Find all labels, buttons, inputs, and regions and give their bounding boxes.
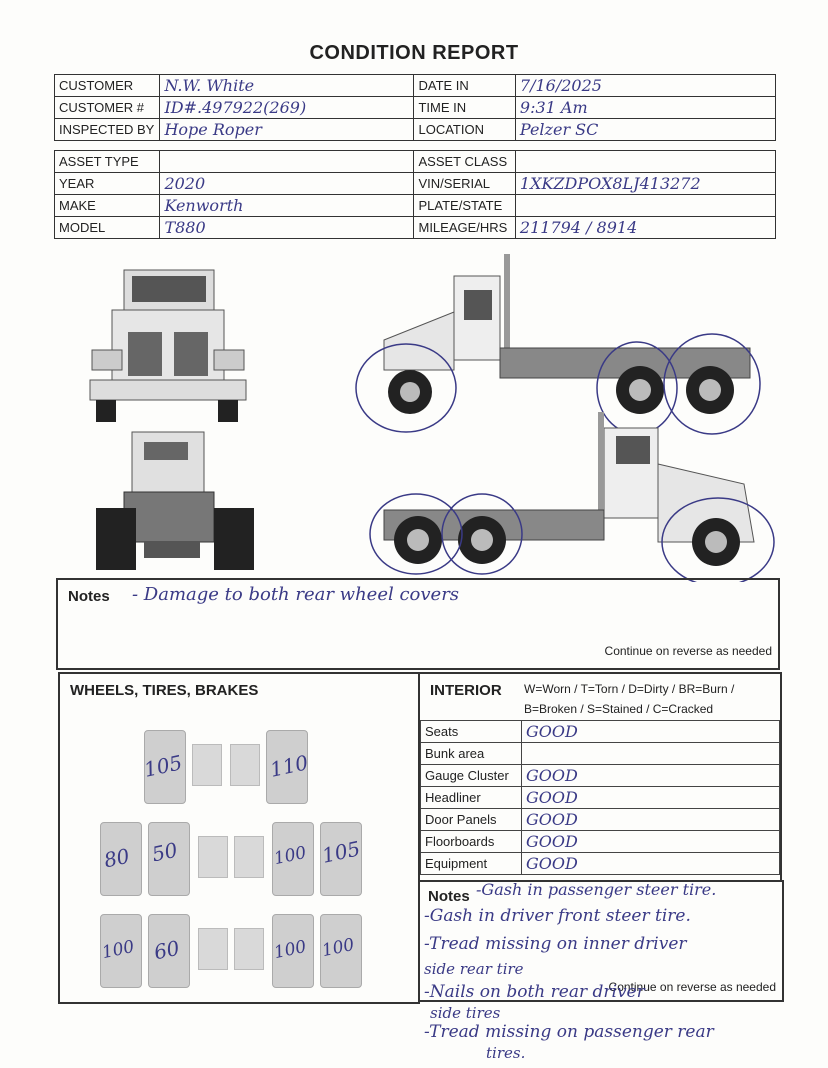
reading-steer-right: 110: [267, 750, 311, 782]
interior-notes-continue: Continue on reverse as needed: [608, 980, 776, 994]
truck-diagrams: [84, 252, 784, 582]
asset-type-label: ASSET TYPE: [55, 151, 160, 173]
gauge-cluster-label: Gauge Cluster: [421, 765, 522, 787]
location-label: LOCATION: [414, 119, 515, 141]
interior-legend-2: B=Broken / S=Stained / C=Cracked: [524, 702, 714, 716]
notes-box: [56, 578, 780, 670]
customer-value[interactable]: N.W. White: [160, 75, 414, 97]
interior-note-line-6[interactable]: side tires: [430, 1004, 501, 1022]
door-panels-label: Door Panels: [421, 809, 522, 831]
seats-value[interactable]: GOOD: [522, 721, 780, 743]
equipment-value[interactable]: GOOD: [522, 853, 780, 875]
truck-front-view: [90, 270, 246, 422]
header-table: [54, 74, 776, 141]
mileage-value[interactable]: 211794 / 8914: [515, 217, 775, 239]
truck-side-view-top: [356, 254, 760, 434]
reading-drive1-outer-left: 80: [101, 843, 132, 873]
headliner-label: Headliner: [421, 787, 522, 809]
hub-drive1-left: [198, 836, 228, 878]
interior-table: [420, 720, 780, 875]
interior-note-line-8[interactable]: tires.: [486, 1044, 526, 1062]
reading-drive1-inner-right: 100: [272, 842, 309, 870]
wheels-box: [58, 672, 420, 1004]
notes-label: Notes: [68, 588, 110, 605]
interior-note-line-4[interactable]: side rear tire: [424, 960, 524, 978]
asset-table: [54, 150, 776, 239]
interior-legend-1: W=Worn / T=Torn / D=Dirty / BR=Burn /: [524, 682, 735, 696]
wheels-heading: WHEELS, TIRES, BRAKES: [70, 682, 259, 699]
hub-steer-left: [192, 744, 222, 786]
plate-state-value[interactable]: [515, 195, 775, 217]
interior-heading: INTERIOR: [430, 682, 502, 699]
headliner-value[interactable]: GOOD: [522, 787, 780, 809]
seats-label: Seats: [421, 721, 522, 743]
make-value[interactable]: Kenworth: [160, 195, 414, 217]
interior-note-line-7[interactable]: -Tread missing on passenger rear: [424, 1022, 714, 1042]
truck-rear-view: [96, 432, 254, 570]
time-in-value[interactable]: 9:31 Am: [515, 97, 775, 119]
reading-drive2-inner-right: 100: [272, 936, 309, 964]
reading-drive1-inner-left: 50: [149, 837, 180, 867]
interior-notes-label: Notes: [428, 888, 470, 905]
bunk-area-value[interactable]: [522, 743, 780, 765]
date-in-value[interactable]: 7/16/2025: [515, 75, 775, 97]
bunk-area-label: Bunk area: [421, 743, 522, 765]
make-label: MAKE: [55, 195, 160, 217]
interior-note-line-5[interactable]: -Nails on both rear driver: [424, 982, 645, 1002]
reading-drive2-inner-left: 60: [151, 935, 182, 965]
customer-label: CUSTOMER: [55, 75, 160, 97]
inspected-by-value[interactable]: Hope Roper: [160, 119, 414, 141]
reading-steer-left: 105: [141, 750, 185, 782]
inspected-by-label: INSPECTED BY: [55, 119, 160, 141]
notes-text[interactable]: - Damage to both rear wheel covers: [132, 584, 460, 605]
vin-value[interactable]: 1XKZDPOX8LJ413272: [515, 173, 775, 195]
asset-class-label: ASSET CLASS: [414, 151, 515, 173]
reading-drive1-outer-right: 105: [319, 836, 363, 868]
hub-drive2-left: [198, 928, 228, 970]
page-title: CONDITION REPORT: [309, 42, 519, 64]
hub-drive2-right: [234, 928, 264, 970]
customer-number-value[interactable]: ID#.497922(269): [160, 97, 414, 119]
floorboards-value[interactable]: GOOD: [522, 831, 780, 853]
gauge-cluster-value[interactable]: GOOD: [522, 765, 780, 787]
notes-continue: Continue on reverse as needed: [604, 644, 772, 658]
time-in-label: TIME IN: [414, 97, 515, 119]
truck-side-view-bottom: [370, 412, 774, 582]
hub-drive1-right: [234, 836, 264, 878]
customer-number-label: CUSTOMER #: [55, 97, 160, 119]
interior-note-line-2[interactable]: -Gash in driver front steer tire.: [424, 906, 691, 926]
door-panels-value[interactable]: GOOD: [522, 809, 780, 831]
interior-note-line-3[interactable]: -Tread missing on inner driver: [424, 934, 687, 954]
hub-steer-right: [230, 744, 260, 786]
reading-drive2-outer-right: 100: [320, 934, 357, 962]
model-label: MODEL: [55, 217, 160, 239]
location-value[interactable]: Pelzer SC: [515, 119, 775, 141]
equipment-label: Equipment: [421, 853, 522, 875]
asset-class-value[interactable]: [515, 151, 775, 173]
reading-drive2-outer-left: 100: [100, 936, 137, 964]
plate-state-label: PLATE/STATE: [414, 195, 515, 217]
mileage-label: MILEAGE/HRS: [414, 217, 515, 239]
floorboards-label: Floorboards: [421, 831, 522, 853]
date-in-label: DATE IN: [414, 75, 515, 97]
year-label: YEAR: [55, 173, 160, 195]
interior-note-line-1[interactable]: -Gash in passenger steer tire.: [476, 880, 717, 899]
asset-type-value[interactable]: [160, 151, 414, 173]
vin-label: VIN/SERIAL: [414, 173, 515, 195]
model-value[interactable]: T880: [160, 217, 414, 239]
year-value[interactable]: 2020: [160, 173, 414, 195]
